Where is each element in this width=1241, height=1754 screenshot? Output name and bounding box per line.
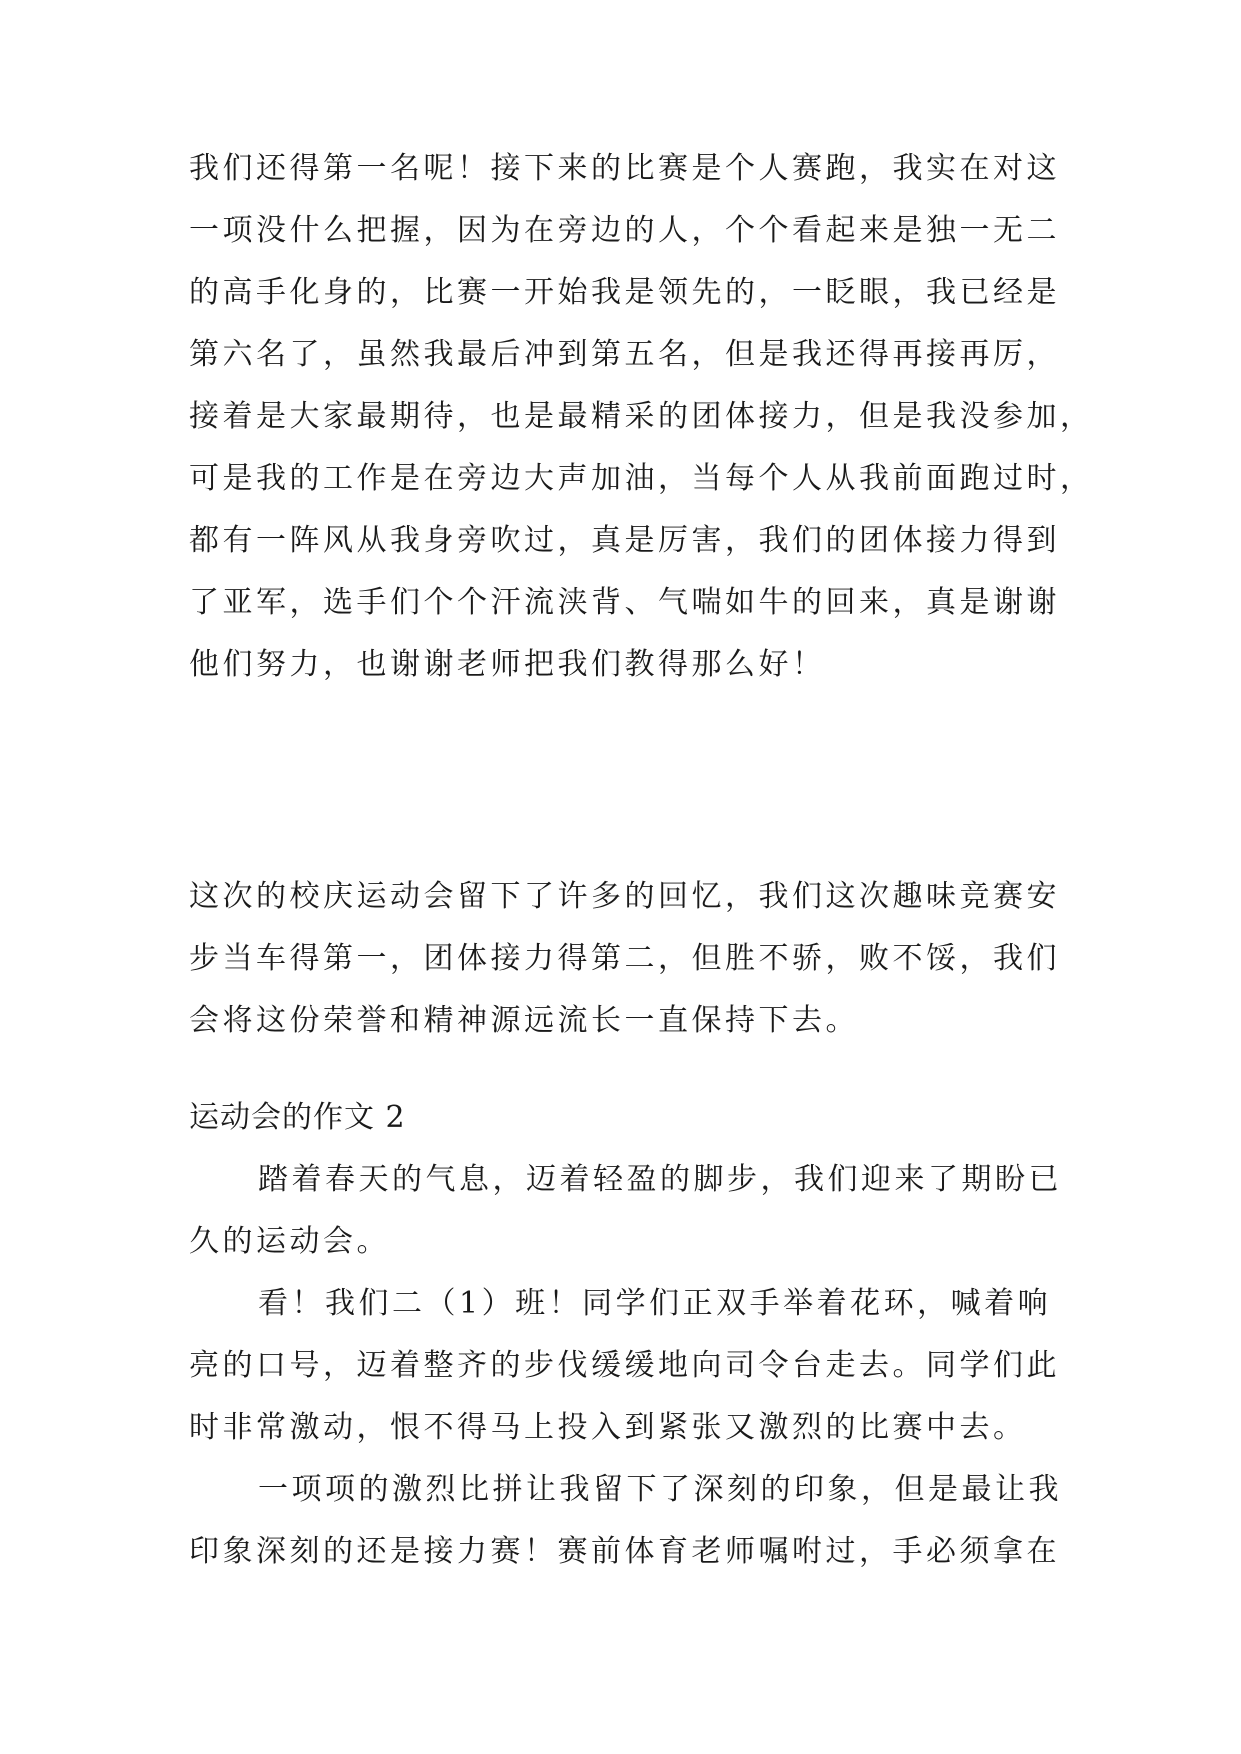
paragraph-line: 我们还得第一名呢！接下来的比赛是个人赛跑，我实在对这 — [189, 151, 1060, 186]
paragraph-line: 看！我们二（1）班！同学们正双手举着花环，喊着响 — [258, 1286, 1052, 1321]
paragraph-line: 这次的校庆运动会留下了许多的回忆，我们这次趣味竞赛安 — [189, 879, 1060, 914]
paragraph-line: 时非常激动，恨不得马上投入到紧张又激烈的比赛中去。 — [189, 1410, 1027, 1445]
paragraph-line: 步当车得第一，团体接力得第二，但胜不骄，败不馁，我们 — [189, 941, 1060, 976]
paragraph-line: 一项没什么把握，因为在旁边的人，个个看起来是独一无二 — [189, 213, 1060, 248]
paragraph-line: 亮的口号，迈着整齐的步伐缓缓地向司令台走去。同学们此 — [189, 1348, 1060, 1383]
paragraph-line: 会将这份荣誉和精神源远流长一直保持下去。 — [189, 1003, 859, 1038]
paragraph-line: 久的运动会。 — [189, 1224, 390, 1259]
paragraph-line: 的高手化身的，比赛一开始我是领先的，一眨眼，我已经是 — [189, 275, 1060, 310]
paragraph-line: 第六名了，虽然我最后冲到第五名，但是我还得再接再厉， — [189, 337, 1060, 372]
paragraph-line: 印象深刻的还是接力赛！赛前体育老师嘱咐过，手必须拿在 — [189, 1534, 1060, 1569]
paragraph-line: 一项项的激烈比拼让我留下了深刻的印象，但是最让我 — [258, 1472, 1062, 1507]
paragraph-line: 了亚军，选手们个个汗流浃背、气喘如牛的回来，真是谢谢 — [189, 585, 1060, 620]
section-heading: 运动会的作文 2 — [189, 1100, 406, 1135]
paragraph-line: 都有一阵风从我身旁吹过，真是厉害，我们的团体接力得到 — [189, 523, 1060, 558]
paragraph-line: 他们努力，也谢谢老师把我们教得那么好！ — [189, 647, 826, 682]
paragraph-line: 踏着春天的气息，迈着轻盈的脚步，我们迎来了期盼已 — [258, 1162, 1062, 1197]
paragraph-line: 接着是大家最期待，也是最精采的团体接力，但是我没参加， — [189, 399, 1094, 434]
paragraph-line: 可是我的工作是在旁边大声加油，当每个人从我前面跑过时， — [189, 461, 1094, 496]
